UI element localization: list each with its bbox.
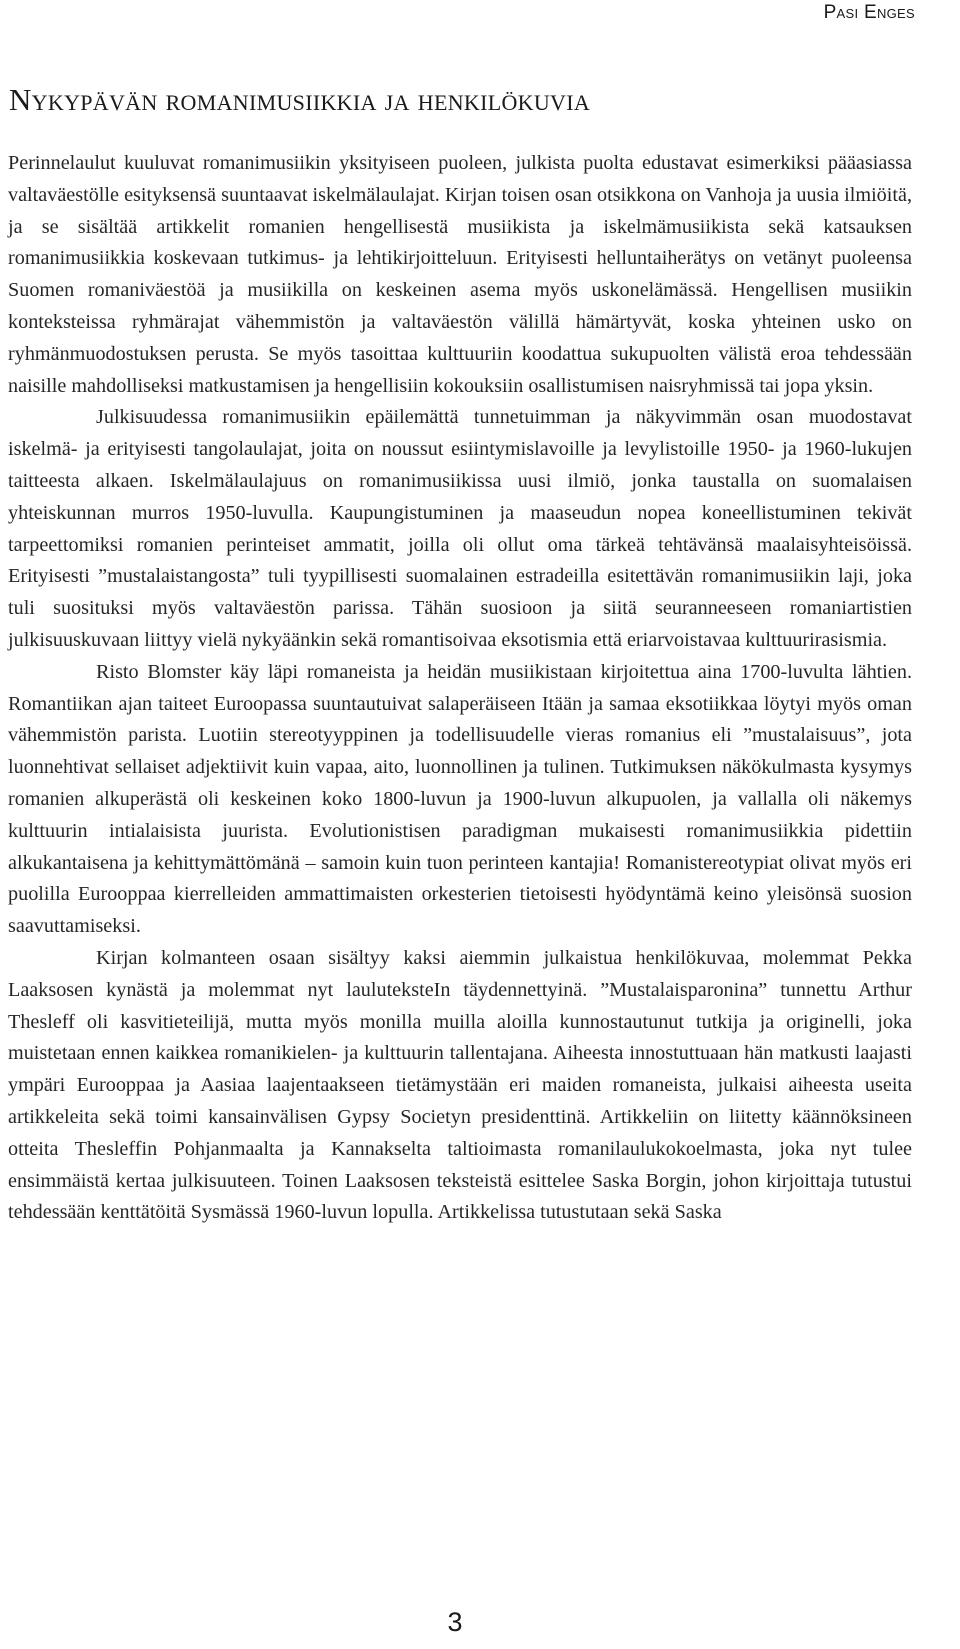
running-head: Pasi Enges (823, 2, 915, 23)
paragraph: Perinnelaulut kuuluvat romanimusiikin yksityiseen puoleen, julkista puolta edustavat esimerkiksi pääasiassa valtaväestölle esityksensä suuntaavat iskelmälaulajat. Kirjan toisen osan otsikkona on Vanhoja ja uusia ilmiöitä, ja se sisältää artikkelit romanien hengellisestä musiikista ja iskelmämusiikista sekä katsauksen romanimusiikkia koskevaan tutkimus- ja lehtikirjoitteluun. Erityisesti helluntaiherätys on vetänyt puoleensa Suomen romaniväestöä ja musiikilla on keskeinen asema myös uskonelämässä. Hengellisen musiikin konteksteissa ryhmärajat vähemmistön ja valtaväestön välillä hämärtyvät, koska yhteinen usko on ryhmänmuodostuksen perusta. Se myös tasoittaa kulttuuriin koodattua sukupuolten välistä eroa tehdessään naisille mahdolliseksi matkustamisen ja hengellisiin kokouksiin osallistumisen naisryhmissä tai jopa yksin. (8, 152, 912, 397)
paragraph: Julkisuudessa romanimusiikin epäilemättä tunnetuimman ja näkyvimmän osan muodostavat iskelmä- ja erityisesti tangolaulajat, joita on noussut esiintymislavoille ja levylistoille 1950- ja 1960-lukujen taitteesta alkaen. Iskelmälaulajuus on romanimusiikissa uusi ilmiö, jonka taustalla on suomalaisen yhteiskunnan murros 1950-luvulla. Kaupungistuminen ja maaseudun nopea koneellistuminen tekivät tarpeettomiksi romanien perinteiset ammatit, joilla oli ollut oma tärkeä tehtävänsä maalaisyhteisöissä. Erityisesti ”mustalaistangosta” tuli tyypillisesti suomalainen estradeilla esitettävän romanimusiikin laji, joka tuli suosituksi myös valtaväestön parissa. Tähän suosioon ja siitä seuranneeseen romaniartistien julkisuuskuvaan liittyy vielä nykyäänkin sekä romantisoivaa eksotismia että eriarvoistavaa kulttuurirasismia. (8, 406, 912, 651)
paragraph: Kirjan kolmanteen osaan sisältyy kaksi aiemmin julkaistua henkilökuvaa, molemmat Pekka Laaksosen kynästä ja molemmat nyt lauluteksteIn täydennettyinä. ”Mustalaisparonina” tunnettu Arthur Thesleff oli kasvitieteilijä, mutta myös monilla muilla aloilla kunnostautunut tutkija ja originelli, joka muistetaan ennen kaikkea romanikielen- ja kulttuurin tallentajana. Aiheesta innostuttuaan hän matkusti laajasti ympäri Eurooppaa ja Aasiaa laajentaakseen tietämystään eri maiden romaneista, julkaisi aiheesta useita artikkeleita sekä toimi kansainvälisen Gypsy Societyn presidenttinä. Artikkeliin on liitetty käännöksineen otteita Thesleffin Pohjanmaalta ja Kannakselta taltioimasta romanilaulukokoelmasta, joka nyt tulee ensimmäistä kertaa julkisuuteen. Toinen Laaksosen teksteistä esittelee Saska Borgin, johon kirjoittaja tutustui tehdessään kenttätöitä Sysmässä 1960-luvun lopulla. Artikkelissa tutustutaan sekä Saska (8, 946, 912, 1224)
page-number: 3 (447, 1607, 463, 1637)
body-text (8, 148, 912, 1229)
paragraph: Risto Blomster käy läpi romaneista ja heidän musiikistaan kirjoitettua aina 1700-luvulta lähtien. Romantiikan ajan taiteet Euroopassa suuntautuivat salaperäiseen Itään ja samaa eksotiikkaa löytyi myös oman vähemmistön parista. Luotiin stereotyyppinen ja todellisuudelle vieras romanius eli ”mustalaisuus”, jota luonnehtivat sellaiset adjektiivit kuin vapaa, aito, luonnollinen ja tulinen. Tutkimuksen näkökulmasta kysymys romanien alkuperästä oli keskeinen koko 1800-luvun ja 1900-luvun alkupuolen, ja vallalla oli näkemys kulttuurin intialaisista juurista. Evolutionistisen paradigman mukaisesti romanimusiikkia pidettiin alkukantaisena ja kehittymättömänä – samoin kuin tuon perinteen kantajia! Romanistereotypiat olivat myös eri puolilla Eurooppaa kierrelleiden ammattimaisten orkesterien tietoisesti hyödyntämä keino yleisönsä suosion saavuttamiseksi. (8, 660, 912, 938)
chapter-title: Nykypävän romanimusiikkia ja henkilökuvia (9, 82, 591, 117)
